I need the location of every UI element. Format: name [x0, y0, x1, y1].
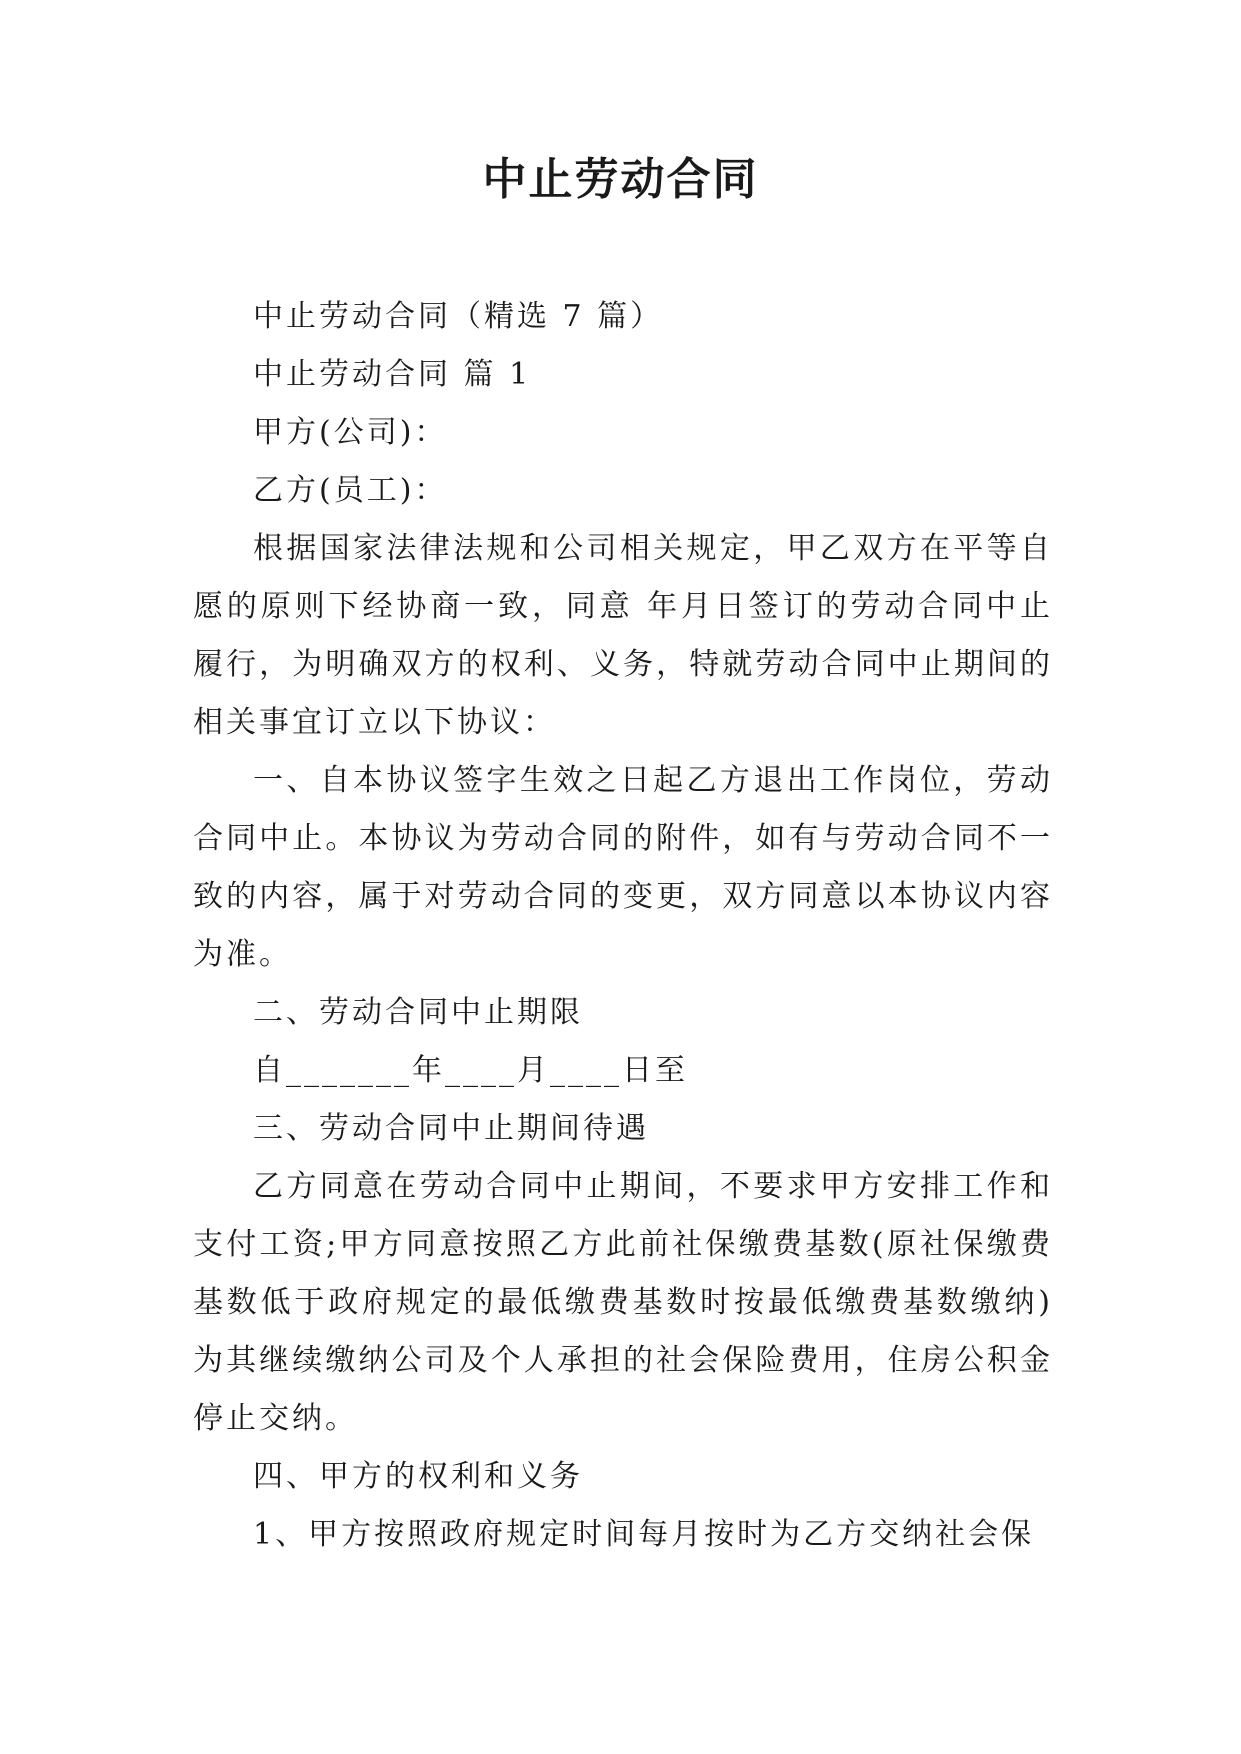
paragraph-clause-3-body: 乙方同意在劳动合同中止期间，不要求甲方安排工作和支付工资;甲方同意按照乙方此前社保缴费基数(原社保缴费基数低于政府规定的最低缴费基数时按最低缴费基数缴纳)为其继续缴纳公司及个人承担的社会保险费用，住房公积金停止交纳。 [193, 1169, 1053, 1436]
paragraph-clause-3-heading: 三、劳动合同中止期间待遇 [253, 1111, 649, 1146]
paragraph-clause-1: 一、自本协议签字生效之日起乙方退出工作岗位，劳动合同中止。本协议为劳动合同的附件，如有与劳动合同不一致的内容，属于对劳动合同的变更，双方同意以本协议内容为准。 [193, 763, 1053, 972]
paragraph-clause-2-heading: 二、劳动合同中止期限 [253, 995, 583, 1030]
paragraph-section-heading: 中止劳动合同 篇 1 [253, 357, 532, 392]
paragraph-clause-2-period: 自_______年____月____日至 [253, 1053, 688, 1088]
paragraph-subtitle: 中止劳动合同（精选 7 篇） [253, 299, 664, 334]
document-body [193, 288, 1053, 1564]
paragraph-preamble: 根据国家法律法规和公司相关规定，甲乙双方在平等自愿的原则下经协商一致，同意 年月日签订的劳动合同中止履行，为明确双方的权利、义务，特就劳动合同中止期间的相关事宜订立以下协议： [193, 531, 1053, 740]
paragraph-party-a: 甲方(公司)： [253, 415, 448, 450]
paragraph-clause-4-heading: 四、甲方的权利和义务 [253, 1459, 583, 1494]
paragraph-clause-4-item-1: 1、甲方按照政府规定时间每月按时为乙方交纳社会保 [253, 1517, 1035, 1552]
document-title: 中止劳动合同 [482, 154, 759, 205]
paragraph-party-b: 乙方(员工)： [253, 473, 448, 508]
